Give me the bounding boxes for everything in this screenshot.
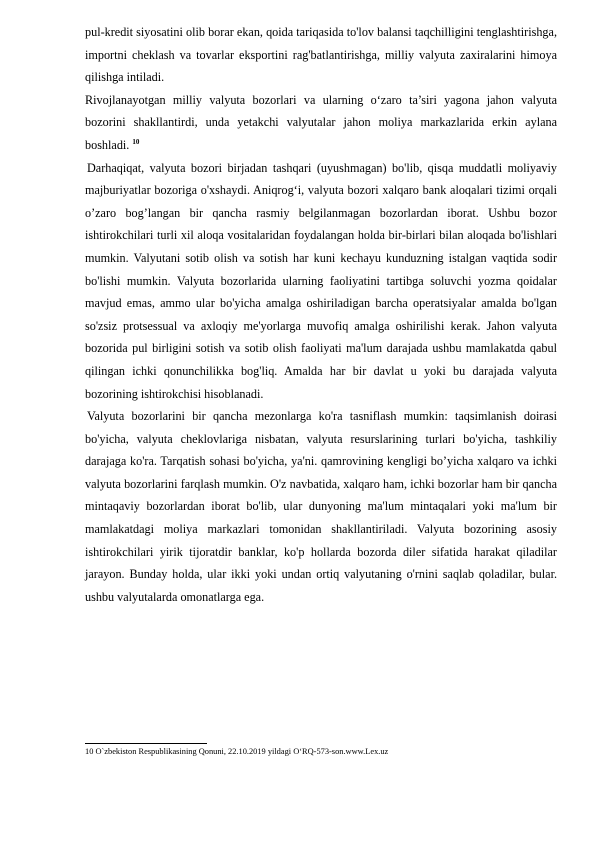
paragraph-2: [85, 89, 557, 157]
paragraph-3: Darhaqiqat, valyuta bozori birjadan tashqari (uyushmagan) bo'lib, qisqa muddatli moliyaviy majburiyatlar bozoriga o'xshaydi. Aniqrog‘i, valyuta bozori xalqaro bank aloqalari tizimi orqali o’zaro bog’langan bir qancha rasmiy belgilanmagan bozorlardan iborat. Ushbu bozor ishtirokchilari turli xil aloqa vositalaridan foydalangan holda bir-birlari bilan aloqada bo'lishlari mumkin. Valyutani sotib olish va sotish har kuni kechayu kunduzning istalgan vaqtida sodir bo'lishi mumkin. Valyuta bozorlarida ularning faoliyatini tartibga soluvchi yozma qoidalar mavjud emas, ammo ular bo'yicha amalga oshiriladigan barcha operatsiyalar amalda bo'lgan so'zsiz protsessual va axloqiy me'yorlarga muvofiq amalga oshirilishi kerak. Jahon valyuta bozorida pul birligini sotish va sotib olish faoliyati ma'lum darajada ushbu mamlakatda qabul qilingan ichki qonunchilikka bog'liq. Amalda har bir davlat u yoki bu darajada valyuta bozorining ishtirokchisi hisoblanadi.: [85, 160, 557, 401]
body-text: [85, 21, 557, 608]
paragraph-4: Valyuta bozorlarini bir qancha mezonlarga ko'ra tasniflash mumkin: taqsimlanish doirasi bo'yicha, valyuta cheklovlariga nisbatan, valyuta resurslarining turlari bo'yicha, tashkiliy darajaga ko'ra. Tarqatish sohasi bo'yicha, ya'ni. qamrovining kengligi bo’yicha xalqaro va ichki valyuta bozorlarini farqlash mumkin. O'z navbatida, xalqaro ham, ichki bozorlar ham bir qancha mintaqaviy bozorlardan iborat bo'lib, ular dunyoning ma'lum mintaqalari yoki ma'lum bir mamlakatdagi moliya markazlari tomonidan shakllantiriladi. Valyuta bozorining asosiy ishtirokchilari yirik tijoratdir banklar, ko'p hollarda bozorda diler sifatida harakat qiladilar jarayon. Bunday holda, ular ikki yoki undan ortiq valyutaning o'rnini saqlab qoladilar, bular. ushbu valyutalarda omonatlarga ega.: [85, 409, 557, 604]
paragraph-2-text: Rivojlanayotgan milliy valyuta bozorlari va ularning o‘zaro ta’siri yagona jahon valyuta bozorini shakllantirdi, unda yetakchi valyutalar jahon moliya markazlarida erkin aylana boshladi.: [85, 92, 557, 152]
footnote-reference: 10: [132, 137, 140, 146]
footnote: 10 O`zbekiston Respublikasining Qonuni, 22.10.2019 yildagi O‘RQ-573-son.www.Lex.uz: [85, 747, 389, 756]
paragraph-1: pul-kredit siyosatini olib borar ekan, qoida tariqasida to'lov balansi taqchilligini tenglashtirishga, importni cheklash va tovarlar eksportini rag'batlantirishga, milliy valyuta zaxiralarini himoya qilishga intiladi.: [85, 25, 557, 85]
footnote-divider: [85, 743, 207, 744]
